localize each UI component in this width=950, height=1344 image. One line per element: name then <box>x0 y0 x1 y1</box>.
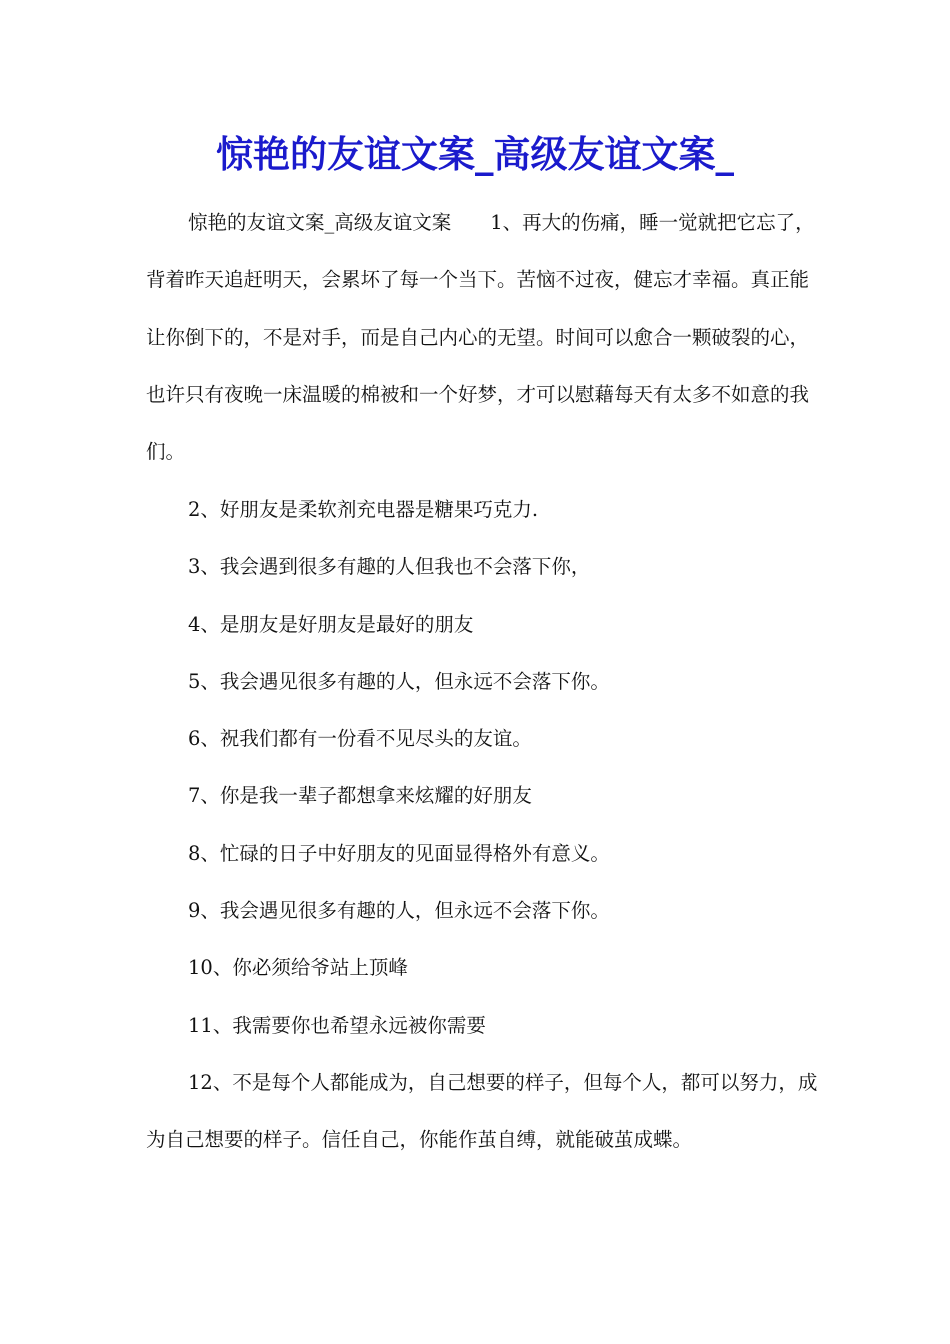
list-item: 2、好朋友是柔软剂充电器是糖果巧克力. <box>188 498 539 521</box>
list-item: 7、你是我一辈子都想拿来炫耀的好朋友 <box>188 784 532 808</box>
list-item: 12、不是每个人都能成为，自己想要的样子，但每个人，都可以努力，成为自己想要的样子。信任自己，你能作茧自缚，就能破茧成蝶。 <box>146 1070 818 1152</box>
list-item: 6、祝我们都有一份看不见尽头的友谊。 <box>188 727 532 751</box>
list-item: 4、是朋友是好朋友是最好的朋友 <box>188 612 474 636</box>
document-body-list <box>146 481 818 1169</box>
list-item: 10、你必须给爷站上顶峰 <box>188 956 408 980</box>
list-item: 11、我需要你也希望永远被你需要 <box>188 1013 486 1037</box>
document-body-intro <box>146 194 818 480</box>
list-item: 3、我会遇到很多有趣的人但我也不会落下你， <box>188 555 591 579</box>
list-item: 9、我会遇见很多有趣的人，但永远不会落下你。 <box>188 899 610 923</box>
list-item: 8、忙碌的日子中好朋友的见面显得格外有意义。 <box>188 841 610 865</box>
list-item: 5、我会遇见很多有趣的人，但永远不会落下你。 <box>188 669 610 693</box>
paragraph-intro: 惊艳的友谊文案_高级友谊文案 1、再大的伤痛，睡一觉就把它忘了，背着昨天追赶明天，会累坏了每一个当下。苦恼不过夜，健忘才幸福。真正能让你倒下的，不是对手，而是自己内心的无望。时间可以愈合一颗破裂的心，也许只有夜晚一床温暖的棉被和一个好梦，才可以慰藉每天有太多不如意的我们。 <box>146 211 815 464</box>
document-title: 惊艳的友谊文案_高级友谊文案_ <box>216 132 734 176</box>
